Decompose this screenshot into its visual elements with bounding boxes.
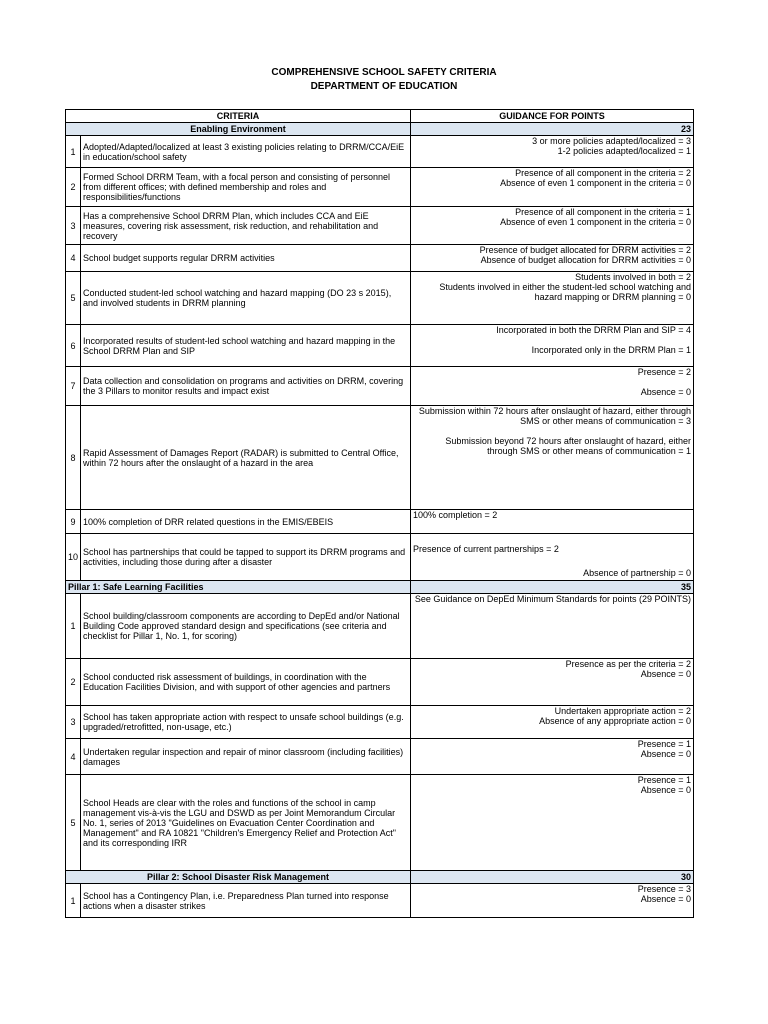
table-row <box>66 207 694 245</box>
guidance-text: Incorporated in both the DRRM Plan and SIP = 4 Incorporated only in the DRRM Plan = 1 <box>411 325 694 367</box>
guidance-text-bottom: Absence of partnership = 0 <box>583 568 691 578</box>
guidance-text: Presence = 1 Absence = 0 <box>411 739 694 775</box>
row-number: 5 <box>66 775 81 871</box>
table-row <box>66 884 694 918</box>
guidance-cell <box>411 534 694 581</box>
guidance-text-top: Presence of current partnerships = 2 <box>413 544 559 554</box>
guidance-text: Undertaken appropriate action = 2 Absence of any appropriate action = 0 <box>411 706 694 739</box>
criteria-column-header: CRITERIA <box>66 110 411 123</box>
criteria-text: School has taken appropriate action with respect to unsafe school buildings (e.g. upgraded/retrofitted, non-usage, etc.) <box>81 706 411 739</box>
criteria-text: School has partnerships that could be tapped to support its DRRM programs and activities, including those during after a disaster <box>81 534 411 581</box>
row-number: 3 <box>66 706 81 739</box>
guidance-text: See Guidance on DepEd Minimum Standards for points (29 POINTS) <box>411 594 694 659</box>
section-row-pillar1 <box>66 581 694 594</box>
table-row <box>66 510 694 534</box>
table-row <box>66 272 694 325</box>
criteria-text: School conducted risk assessment of buildings, in coordination with the Education Facilities Division, and with support of other agencies and partners <box>81 659 411 706</box>
criteria-text: School has a Contingency Plan, i.e. Preparedness Plan turned into response actions when a disaster strikes <box>81 884 411 918</box>
criteria-text: Rapid Assessment of Damages Report (RADAR) is submitted to Central Office, within 72 hours after the onslaught of a hazard in the area <box>81 406 411 510</box>
table-row <box>66 534 694 581</box>
section-row-enabling <box>66 123 694 136</box>
guidance-column-header: GUIDANCE FOR POINTS <box>411 110 694 123</box>
criteria-text: Data collection and consolidation on programs and activities on DRRM, covering the 3 Pillars to monitor results and impact exist <box>81 367 411 406</box>
row-number: 1 <box>66 884 81 918</box>
table-row <box>66 136 694 168</box>
guidance-text: Presence as per the criteria = 2 Absence = 0 <box>411 659 694 706</box>
table-header-row <box>66 110 694 123</box>
criteria-text: Adopted/Adapted/localized at least 3 existing policies relating to DRRM/CCA/EiE in education/school safety <box>81 136 411 168</box>
row-number: 6 <box>66 325 81 367</box>
table-row <box>66 739 694 775</box>
row-number: 2 <box>66 659 81 706</box>
guidance-text: Presence of all component in the criteria = 2 Absence of even 1 component in the criteria = 0 <box>411 168 694 207</box>
row-number: 1 <box>66 136 81 168</box>
table-row <box>66 659 694 706</box>
section-name: Pillar 1: Safe Learning Facilities <box>66 581 411 594</box>
guidance-text: Presence = 1 Absence = 0 <box>411 775 694 871</box>
table-row <box>66 706 694 739</box>
section-name: Enabling Environment <box>66 123 411 136</box>
table-row <box>66 594 694 659</box>
document-title: COMPREHENSIVE SCHOOL SAFETY CRITERIA <box>271 67 497 78</box>
table-row <box>66 367 694 406</box>
section-points: 23 <box>411 123 694 136</box>
guidance-text: Presence = 2 Absence = 0 <box>411 367 694 406</box>
row-number: 8 <box>66 406 81 510</box>
row-number: 4 <box>66 245 81 272</box>
section-points: 30 <box>411 871 694 884</box>
guidance-text: Presence of all component in the criteria = 1 Absence of even 1 component in the criteria = 0 <box>411 207 694 245</box>
criteria-text: Incorporated results of student-led school watching and hazard mapping in the School DRRM Plan and SIP <box>81 325 411 367</box>
guidance-text: 3 or more policies adapted/localized = 3 1-2 policies adapted/localized = 1 <box>411 136 694 168</box>
guidance-text: Students involved in both = 2 Students involved in either the student-led school watching and hazard mapping or DRRM planning = 0 <box>411 272 694 325</box>
criteria-text: Conducted student-led school watching and hazard mapping (DO 23 s 2015), and involved students in DRRM planning <box>81 272 411 325</box>
criteria-text: 100% completion of DRR related questions in the EMIS/EBEIS <box>81 510 411 534</box>
criteria-text: Undertaken regular inspection and repair of minor classroom (including facilities) damages <box>81 739 411 775</box>
row-number: 1 <box>66 594 81 659</box>
criteria-table <box>65 109 694 918</box>
row-number: 3 <box>66 207 81 245</box>
criteria-text: School Heads are clear with the roles and functions of the school in camp management vis-à-vis the LGU and DSWD as per Joint Memorandum Circular No. 1, series of 2013 "Guidelines on Evacuation Center Coordination and Management" and RA 10821 "Children's Emergency Relief and Protection Act" and its corresponding IRR <box>81 775 411 871</box>
table-row <box>66 325 694 367</box>
table-row <box>66 245 694 272</box>
guidance-text: Presence = 3 Absence = 0 <box>411 884 694 918</box>
criteria-text: Has a comprehensive School DRRM Plan, which includes CCA and EiE measures, covering risk assessment, risk reduction, and rehabilitation and recovery <box>81 207 411 245</box>
guidance-text: Submission within 72 hours after onslaught of hazard, either through SMS or other means of communication = 3 Submission beyond 72 hours after onslaught of hazard, either through SMS or other means of communication = 1 <box>411 406 694 510</box>
guidance-text: 100% completion = 2 <box>411 510 694 534</box>
row-number: 2 <box>66 168 81 207</box>
row-number: 4 <box>66 739 81 775</box>
row-number: 10 <box>66 534 81 581</box>
table-row <box>66 775 694 871</box>
criteria-text: School building/classroom components are according to DepEd and/or National Building Code approved standard design and specifications (see criteria and checklist for Pillar 1, No. 1, for scoring) <box>81 594 411 659</box>
section-row-pillar2 <box>66 871 694 884</box>
row-number: 7 <box>66 367 81 406</box>
criteria-text: School budget supports regular DRRM activities <box>81 245 411 272</box>
guidance-text: Presence of budget allocated for DRRM activities = 2 Absence of budget allocation for DRRM activities = 0 <box>411 245 694 272</box>
table-row <box>66 406 694 510</box>
document-subtitle: DEPARTMENT OF EDUCATION <box>310 81 458 92</box>
section-points: 35 <box>411 581 694 594</box>
row-number: 5 <box>66 272 81 325</box>
row-number: 9 <box>66 510 81 534</box>
criteria-text: Formed School DRRM Team, with a focal person and consisting of personnel from different offices; with defined membership and roles and responsibilities/functions <box>81 168 411 207</box>
section-name: Pillar 2: School Disaster Risk Management <box>66 871 411 884</box>
table-row <box>66 168 694 207</box>
